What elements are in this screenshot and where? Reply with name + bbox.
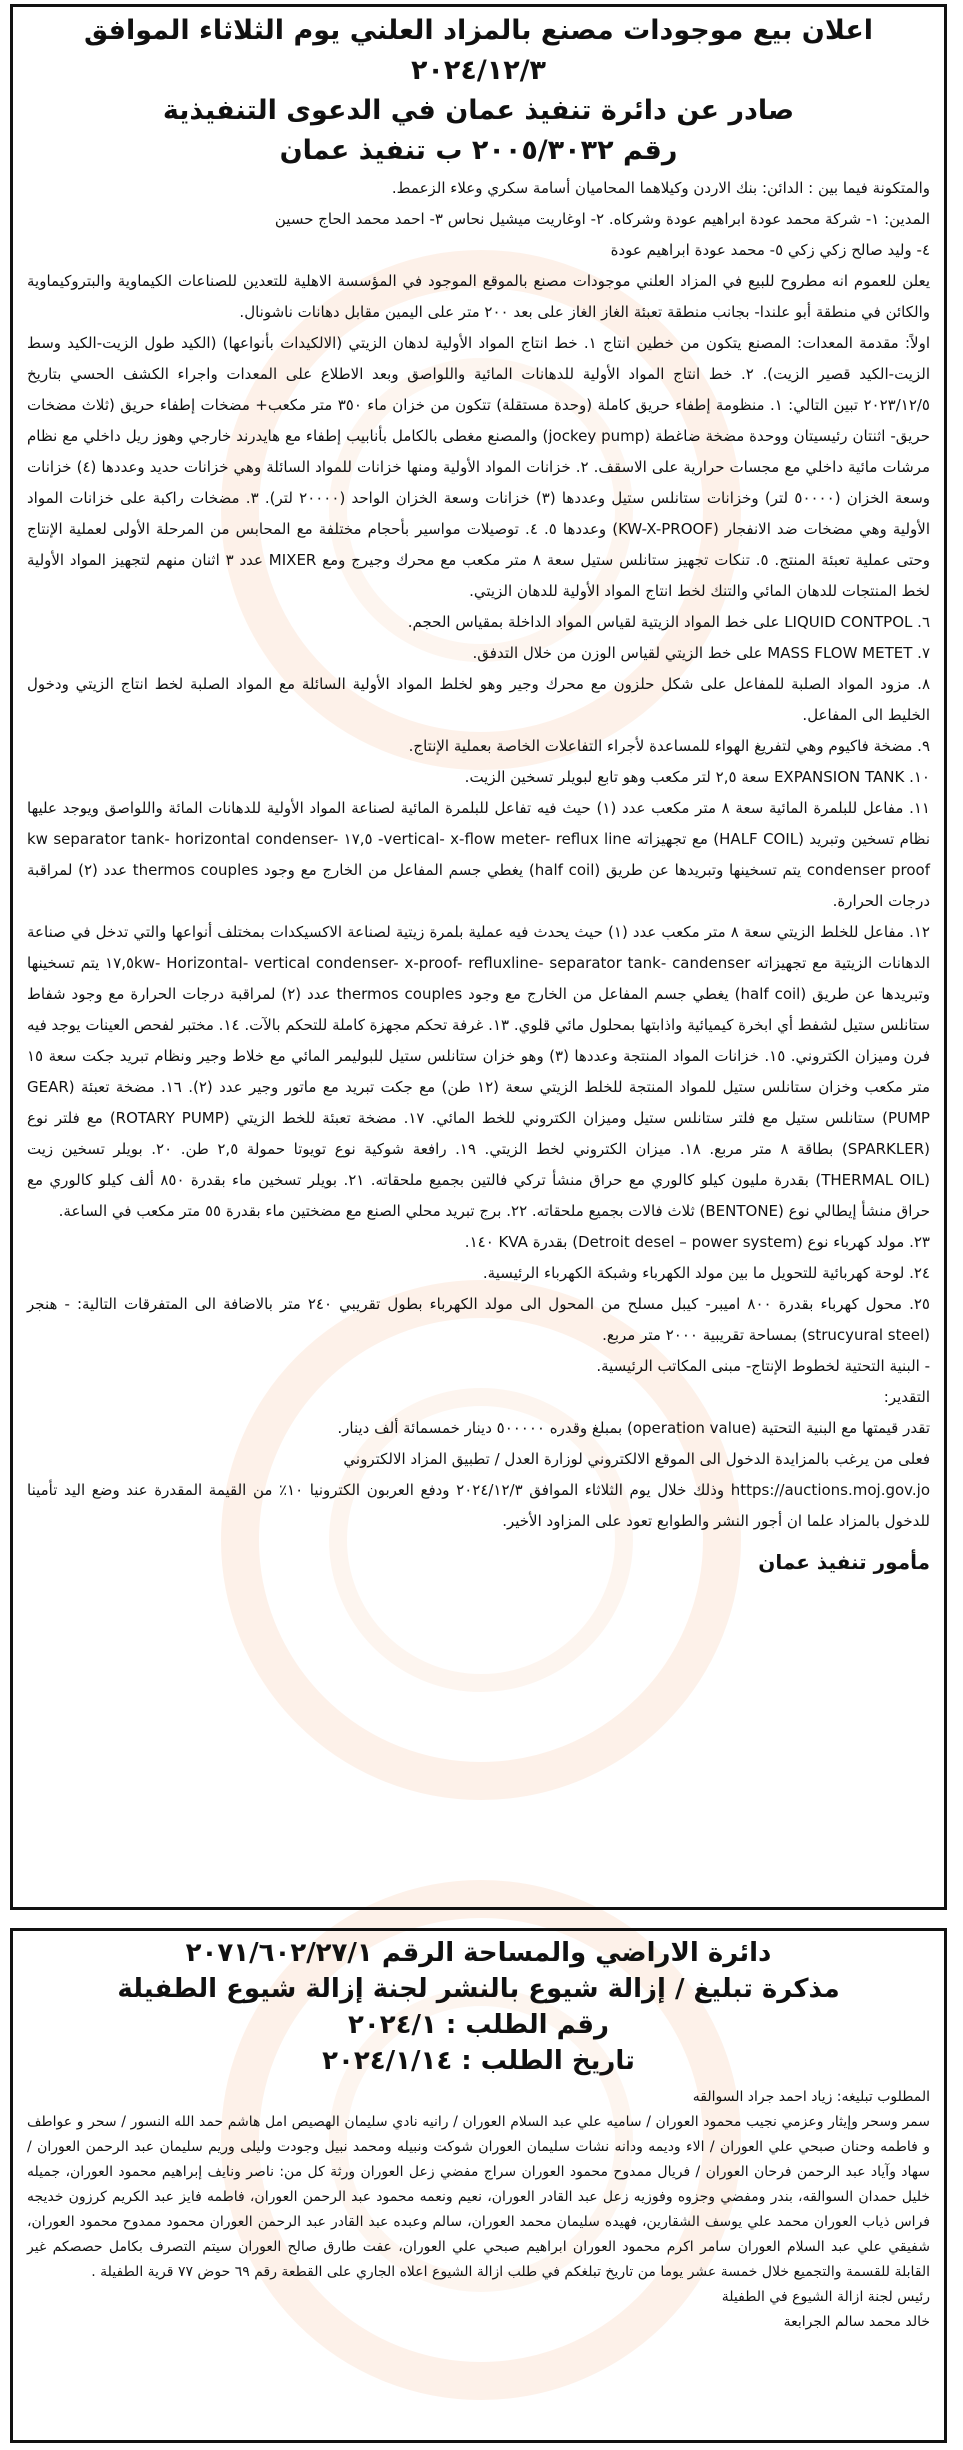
memo-title-line2: مذكرة تبليغ / إزالة شيوع بالنشر لجنة إزالة شيوع الطفيلة: [117, 1974, 840, 2004]
notice-title-line2: صادر عن دائرة تنفيذ عمان في الدعوى التنفيذية: [162, 95, 795, 126]
notice-paragraph: المدين: ١- شركة محمد عودة ابراهيم عودة وشركاه. ٢- اوغاريت ميشيل نحاس ٣- احمد محمد الحاج حسين: [274, 210, 930, 228]
memo-title-line1: دائرة الاراضي والمساحة الرقم ٢٠٧١/٦٠٢/٢٧/١: [185, 1938, 772, 1968]
notice-paragraph: فعلى من يرغب بالمزايدة الدخول الى الموقع الالكتروني لوزارة العدل / تطبيق المزاد الالكتروني: [343, 1450, 930, 1468]
memo-header: [13, 1931, 944, 2081]
notice-paragraph: ٢٣. مولد كهرباء نوع (Detroit desel – power system) بقدرة KVA ١٤٠.: [464, 1233, 930, 1251]
memo-signature-name: خالد محمد سالم الجرابعة: [783, 2314, 930, 2330]
notice-paragraph: ١٠. EXPANSION TANK سعة ٢,٥ لتر مكعب وهو تابع لبويلر تسخين الزيت.: [464, 768, 930, 786]
notice-paragraph: يعلن للعموم انه مطروح للبيع في المزاد العلني موجودات مصنع بالموقع الموجود في المؤسسة الاهلية للتعدين للصناعات الكيماوية والبتروكيماوية والكائن في منطقة أبو علندا- بجانب منطقة تعبئة الغاز الغاز على بعد ٢٠٠ متر على اليمين مقابل دهانات ناشونال.: [27, 272, 930, 321]
notification-memo: [10, 1928, 947, 2443]
notice-paragraph: ٤- وليد صالح زكي زكي ٥- محمد عودة ابراهيم عودة: [610, 241, 930, 259]
notice-paragraph: والمتكونة فيما بين : الدائن: بنك الاردن وكيلاهما المحاميان أسامة سكري وعلاء الزعمط.: [391, 179, 930, 197]
notice-signature: مأمور تنفيذ عمان: [758, 1550, 930, 1574]
auction-notice: [10, 4, 947, 1910]
notice-paragraph: https://auctions.moj.gov.jo وذلك خلال يوم الثلاثاء الموافق ٢٠٢٤/١٢/٣ ودفع العربون الكترونيا ١٠٪ من القيمة المقدرة عند وضع اليد تأمينا للدخول بالمزاد علما ان أجور النشر والطوابع تعود على المزاود الأخير.: [27, 1481, 930, 1530]
memo-paragraph: المطلوب تبليغه: زياد احمد جراد السوالقه: [692, 2089, 930, 2105]
notice-paragraph: ١٢. مفاعل للخلط الزيتي سعة ٨ متر مكعب عدد (١) حيث يحدث فيه عملية بلمرة زيتية لصناعة الاكسيكدات بمختلف أنواعها والتي تدخل في صناعة الدهانات الزيتية مع تجهيزاته ١٧,٥kw- Horizontal- vertical condenser- x-proof- refluxline- separator tank- candenser يتم تسخينها وتبريدها عن طريق (half coil) يغطي جسم المفاعل من الخارج مع وجود thermos couples عدد (٢) لمراقبة درجات الحرارة مع وجود شفاط ستانلس ستيل لشفط أي ابخرة كيميائية واذابتها بمحلول مائي قلوي. ١٣. غرفة تحكم مجهزة كاملة للتحكم بالآت. ١٤. مختبر لفحص العينات يوجد فيه فرن وميزان الكتروني. ١٥. خزانات المواد المنتجة وعددها (٣) وهو خزان ستانلس ستيل للبوليمر المائي مع خلاط وجير ونظام تبريد جكت سعة ١٥ متر مكعب وخزان ستانلس ستيل للمواد المنتجة للخلط الزيتي سعة (١٢ طن) مع جكت تبريد مع ماتور وجير عدد (٢). ١٦. مضخة تعبئة (GEAR PUMP) ستانلس ستيل مع فلتر ستانلس ستيل وميزان الكتروني للخط المائي. ١٧. مضخة تعبئة للخط الزيتي (ROTARY PUMP) مع فلتر نوع (SPARKLER) بطاقة ٨ متر مربع. ١٨. ميزان الكتروني لخط الزيتي. ١٩. رافعة شوكية نوع تويوتا حمولة ٢,٥ طن. ٢٠. بويلر تسخين زيت (THERMAL OIL) بقدرة مليون كيلو كالوري مع حراق منشأ تركي فالتين بجميع ملحقاته. ٢١. بويلر تسخين ماء بقدرة ٨٥٠ ألف كيلو كالوري مع حراق منشأ إيطالي نوع (BENTONE) ثلاث فالات بجميع ملحقاته. ٢٢. برج تبريد محلي الصنع مع مضختين ماء بقدرة ٥٥ متر مكعب في الساعة.: [27, 923, 930, 1220]
notice-paragraph: ١١. مفاعل للبلمرة المائية سعة ٨ متر مكعب عدد (١) حيث فيه تفاعل للبلمرة المائية لصناعة المواد الأولية للدهانات المائة واللواصق ويوجد عليها نظام تسخين وتبريد (HALF COIL) مع تجهيزاته vertical- x-flow meter- reflux line- ١٧,٥ kw separator tank- horizontal condenser- condenser proof يتم تسخينها وتبريدها عن طريق (half coil) يغطي جسم المفاعل من الخارج مع وجود thermos couples عدد (٢) لمراقبة درجات الحرارة.: [27, 799, 931, 910]
notice-paragraph: ٩. مضخة فاكيوم وهي لتفريغ الهواء للمساعدة لأجراء التفاعلات الخاصة بعملية الإنتاج.: [408, 737, 930, 755]
notice-title-line3: رقم ٢٠٠٥/٣٠٣٢ ب تنفيذ عمان: [279, 135, 678, 166]
memo-title-line3: رقم الطلب : ٢٠٢٤/١: [348, 2010, 609, 2040]
memo-title-line4: تاريخ الطلب : ٢٠٢٤/١/١٤: [322, 2046, 635, 2076]
notice-paragraph: - البنية التحتية لخطوط الإنتاج- مبنى المكاتب الرئيسية.: [596, 1357, 930, 1375]
notice-paragraph: ٨. مزود المواد الصلبة للمفاعل على شكل حلزون مع محرك وجير وهو لخلط المواد الأولية السائلة مع المواد الصلبة لخط انتاج الزيتي ودخول الخليط الى المفاعل.: [27, 675, 930, 724]
notice-paragraph: ٢٤. لوحة كهربائية للتحويل ما بين مولد الكهرباء وشبكة الكهرباء الرئيسية.: [482, 1264, 930, 1282]
memo-paragraph: سمر وسحر وإيثار وعزمي نجيب محمود العوران / ساميه علي عبد السلام العوران / رانيه نادي سليمان الهصيص امل هاشم حمد الله النسور / سحر و عواطف و فاطمه وحنان صبحي علي العوران / الاء وديمه ودانه نشات سليمان العوران شوكت ونبيله ومحمد نبيل وجودت وليلى وريم سليمان عبد الرحمن العوران / سهاد وآياد عبد الرحمن فرحان العوران / فريال ممدوح محمود العوران سراج مفضي زعل العوران ورثة كل من: ناصر ونايف إبراهيم محمود العوران، جميله خليل حمدان السوالقه، بندر ومفضي وجزوه وفوزيه زعل عبد القادر العوران، نعيم ونعمه محمود عبد الرحمن العوران، فاطمه فايز عبد الكريم كرزون خديجه فراس ذياب العوران محمد علي يوسف الشقارين، فهيده سليمان محمد العوران، سالم وعبده عبد القادر عبد الرحمن العوران محمود ممدوح محمود العوران، شفيقي علي عبد السلام العوران سامر اكرم محمود العوران ابراهيم صبحي علي العوران، عفت طارق صالح العوران سيتم التصرف بكامل حصصكم غير القابلة للقسمة والتجميع خلال خمسة عشر يوما من تاريخ تبلغكم في طلب ازالة الشيوع اعلاه الجاري على القطعة رقم ٦٩ حوض ٧٧ قرية الطفيلة .: [27, 2114, 930, 2280]
notice-header: [13, 7, 944, 173]
notice-paragraph: اولاً: مقدمة المعدات: المصنع يتكون من خطين انتاج ١. خط انتاج المواد الأولية لدهان الزيتي (الالكيدات بأنواعها) (الكيد طول الزيت-الكيد وسط الزيت-الكيد قصير الزيت). ٢. خط انتاج المواد الأولية للدهانات المائية واللواصق وبعد الاطلاع على المعدات واجراء الكشف الحسي بتاريخ ٢٠٢٣/١٢/٥ تبين التالي: ١. منظومة إطفاء حريق كاملة (وحدة مستقلة) تتكون من خزان ماء ٣٥٠ متر مكعب+ مضخات إطفاء حريق (ثلاث مضخات حريق- اثنتان رئيسيتان ووحدة مضخة ضاغطة (jockey pump) والمصنع مغطى بالكامل بأنابيب إطفاء مع هايدرند خارجي وهوز ريل داخلي مع نظام مرشات مائية داخلي مع مجسات حرارية على الاسقف. ٢. خزانات المواد الأولية ومنها خزانات للمواد السائلة وهي خزانات حديد وعددها (٤) خزانات وسعة الخزان (٥٠٠٠٠ لتر) وخزانات ستانلس ستيل وعددها (٣) خزانات وسعة الخزان الواحد (٢٠٠٠٠ لتر). ٣. مضخات راكبة على خزانات المواد الأولية وهي مضخات ضد الانفجار (KW-X-PROOF) وعددها ٥. ٤. توصيلات مواسير بأحجام مختلفة مع المحابس من المرحلة الأولى لعملية الإنتاج وحتى عملية تعبئة المنتج. ٥. تنكات تجهيز ستانلس ستيل سعة ٨ متر مكعب مع محرك وجيرج ومع MIXER عدد ٣ اثنان منهم لتجهيز المواد الأولية لخط المنتجات للدهان المائي والتنك لخط انتاج المواد الأولية للدهان الزيتي.: [27, 334, 931, 600]
notice-title-line1: اعلان بيع موجودات مصنع بالمزاد العلني يوم الثلاثاء الموافق ٢٠٢٤/١٢/٣: [83, 15, 874, 86]
notice-paragraph: التقدير:: [883, 1388, 930, 1406]
notice-paragraph: ٢٥. محول كهرباء بقدرة ٨٠٠ اميبر- كيبل مسلح من المحول الى مولد الكهرباء بطول تقريبي ٢٤٠ متر بالاضافة الى المتفرقات التالية: - هنجر (strucyural steel) بمساحة تقريبية ٢٠٠٠ متر مربع.: [27, 1295, 930, 1344]
memo-signature-title: رئيس لجنة ازالة الشيوع في الطفيلة: [721, 2289, 930, 2305]
notice-paragraph: ٧. MASS FLOW METET على خط الزيتي لقياس الوزن من خلال التدفق.: [472, 644, 930, 662]
notice-paragraph: تقدر قيمتها مع البنية التحتية (operation value) بمبلغ وقدره ٥٠٠٠٠٠ دينار خمسمائة ألف دينار.: [337, 1419, 930, 1437]
memo-body: [13, 2081, 944, 2339]
notice-body: [13, 173, 944, 1578]
notice-paragraph: ٦. LIQUID CONTPOL على خط المواد الزيتية لقياس المواد الداخلة بمقياس الحجم.: [407, 613, 930, 631]
